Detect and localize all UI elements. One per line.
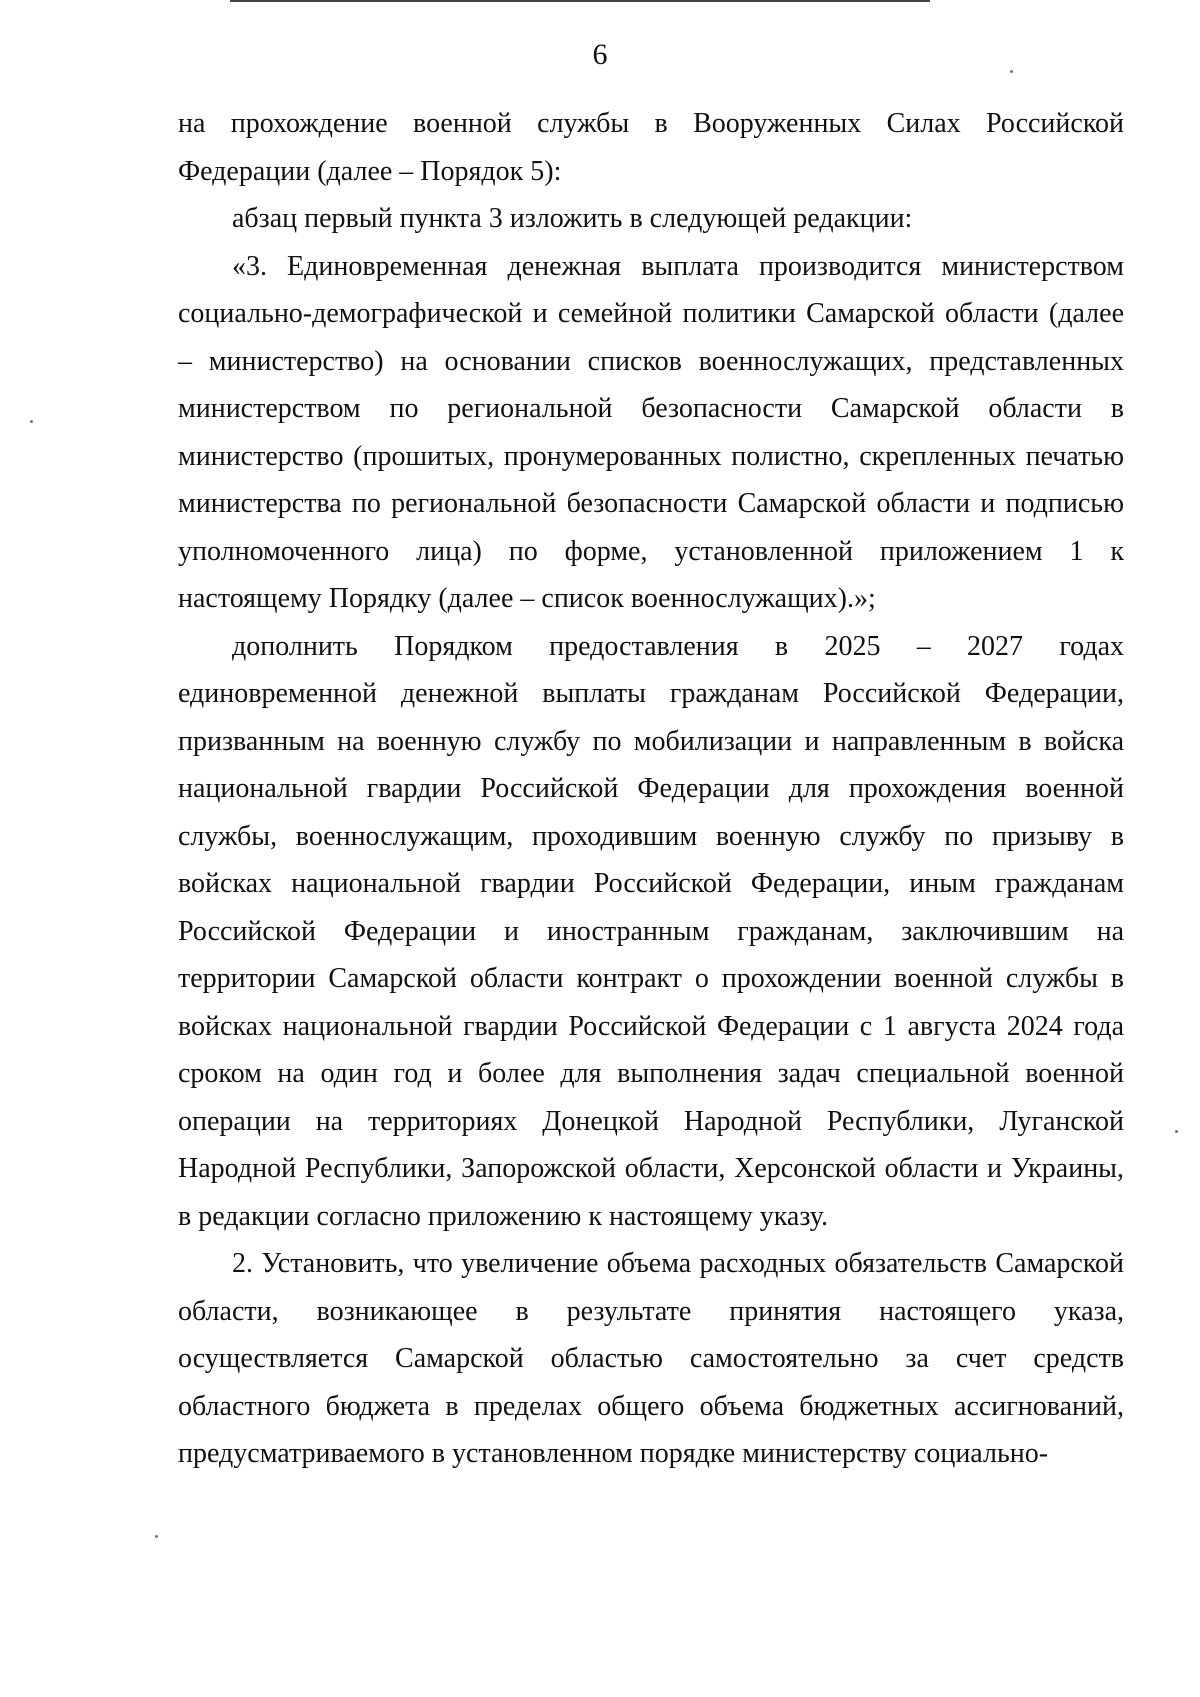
scan-edge-line [230,0,930,2]
paragraph-continuation: на прохождение военной службы в Вооруженных Силах Российской Федерации (далее – Порядок 5): [178,108,1124,187]
document-body [178,100,1124,1478]
paragraph-amendment-intro: абзац первый пункта 3 изложить в следующей редакции: [232,203,913,234]
scan-speck [1010,70,1013,73]
paragraph-quoted-point-3: «3. Единовременная денежная выплата производится министерством социально-демографической и семейной политики Самарской области (далее – министерство) на основании списков военнослужащих, представленных министерством по региональной безопасности Самарской области в министерство (прошитых, пронумерованных полистно, скрепленных печатью министерства по региональной безопасности Самарской области и подписью уполномоченного лица) по форме, установленной приложением 1 к настоящему Порядку (далее – список военнослужащих).»; [178,250,1124,614]
paragraph-item-2: 2. Установить, что увеличение объема расходных обязательств Самарской области, возникающее в результате принятия настоящего указа, осуществляется Самарской областью самостоятельно за счет средств областного бюджета в пределах общего объема бюджетных ассигнований, предусматриваемого в установленном порядке министерству социально- [178,1248,1124,1469]
scan-speck [30,420,33,423]
scan-speck [155,1535,158,1538]
page-number: 6 [592,38,608,71]
scan-speck [1175,1130,1178,1133]
paragraph-supplement-procedure: дополнить Порядком предоставления в 2025 – 2027 годах единовременной денежной выплаты гражданам Российской Федерации, призванным на военную службу по мобилизации и направленным в войска национальной гвардии Российской Федерации для прохождения военной службы, военнослужащим, проходившим военную службу по призыву в войсках национальной гвардии Российской Федерации, иным гражданам Российской Федерации и иностранным гражданам, заключившим на территории Самарской области контракт о прохождении военной службы в войсках национальной гвардии Российской Федерации с 1 августа 2024 года сроком на один год и более для выполнения задач специальной военной операции на территориях Донецкой Народной Республики, Луганской Народной Республики, Запорожской области, Херсонской области и Украины, в редакции согласно приложению к настоящему указу. [178,630,1124,1232]
